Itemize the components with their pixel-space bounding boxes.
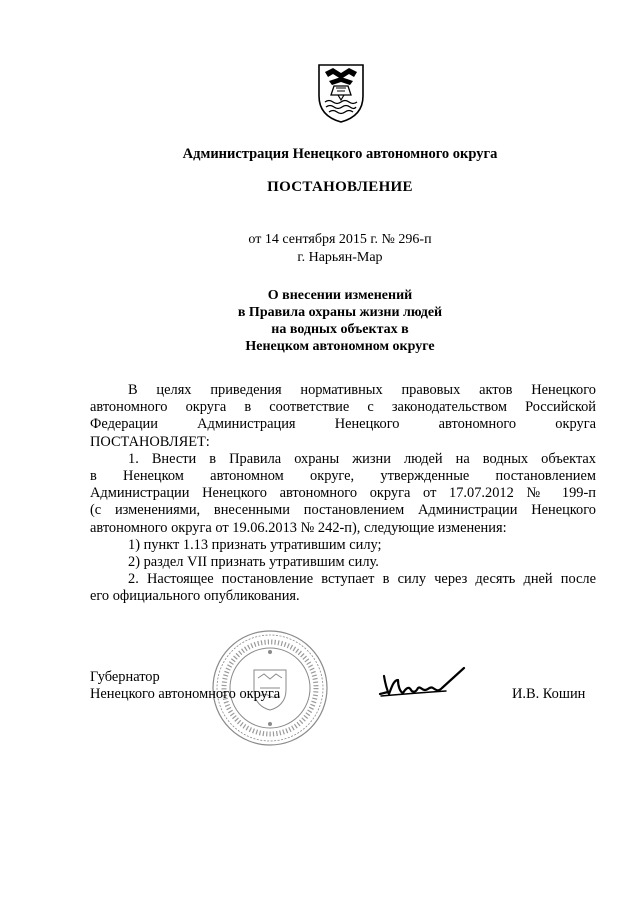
body-line: Федерации Администрация Ненецкого автономного округа bbox=[90, 416, 596, 433]
document-body bbox=[90, 382, 596, 606]
document-title bbox=[0, 287, 640, 355]
body-line: Администрации Ненецкого автономного округа от 17.07.2012 № 199-п bbox=[90, 485, 596, 502]
handwritten-signature-icon bbox=[376, 666, 466, 706]
body-line: 2. Настоящее постановление вступает в силу через десять дней после bbox=[128, 571, 596, 588]
signer-position-line1: Губернатор bbox=[90, 669, 160, 685]
document-type: ПОСТАНОВЛЕНИЕ bbox=[267, 179, 413, 195]
body-line: 1. Внести в Правила охраны жизни людей на водных объектах bbox=[128, 450, 596, 467]
title-line: Ненецком автономном округе bbox=[245, 339, 435, 354]
body-line: В целях приведения нормативных правовых актов Ненецкого bbox=[128, 382, 596, 398]
body-line: его официального опубликования. bbox=[90, 588, 300, 605]
document-city: г. Нарьян-Мар bbox=[297, 250, 383, 265]
body-line: автономного округа в соответствие с законодательством Российской bbox=[90, 399, 596, 416]
coat-of-arms-icon bbox=[316, 62, 366, 124]
signer-name: И.В. Кошин bbox=[512, 686, 586, 702]
document-date-number: от 14 сентября 2015 г. № 296-п bbox=[248, 232, 432, 247]
organization-name: Администрация Ненецкого автономного округа bbox=[182, 146, 498, 162]
title-line: О внесении изменений bbox=[267, 288, 413, 303]
title-line: на водных объектах в bbox=[271, 322, 409, 337]
body-line: в Ненецком автономном округе, утвержденные постановлением bbox=[90, 468, 596, 485]
body-line: 1) пункт 1.13 признать утратившим силу; bbox=[128, 536, 382, 553]
title-line: в Правила охраны жизни людей bbox=[237, 305, 443, 320]
body-line: 2) раздел VII признать утратившим силу. bbox=[128, 554, 379, 571]
body-line: ПОСТАНОВЛЯЕТ: bbox=[90, 433, 210, 450]
signer-position-line2: Ненецкого автономного округа bbox=[90, 686, 281, 702]
body-line: (с изменениями, внесенными постановлением Администрации Ненецкого bbox=[90, 502, 596, 519]
body-line: автономного округа от 19.06.2013 № 242-п), следующие изменения: bbox=[90, 519, 507, 536]
